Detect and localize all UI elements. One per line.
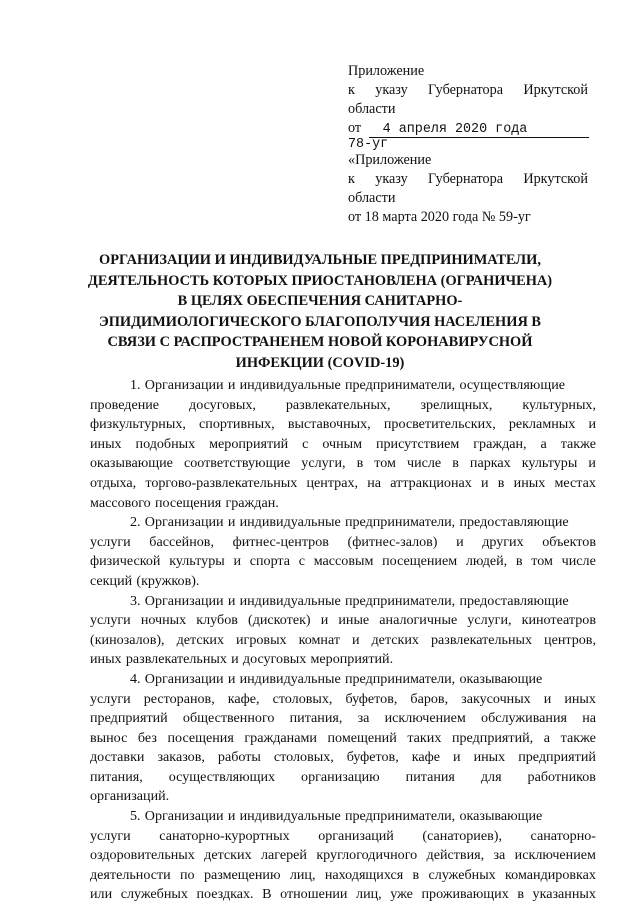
word: физкультурных,	[90, 416, 186, 433]
body-line	[90, 866, 596, 886]
word: предоставляющие	[459, 592, 569, 609]
word: соответствующие	[183, 455, 291, 472]
word: массового	[90, 494, 151, 511]
word: работы	[217, 749, 261, 766]
body-line	[90, 611, 596, 631]
word: зрелищных,	[420, 396, 493, 413]
word: кинотеатров	[521, 612, 596, 629]
word: предприниматели,	[344, 514, 456, 531]
word: граждан,	[473, 435, 527, 452]
word: предприниматели,	[344, 377, 456, 393]
body-line	[90, 533, 596, 553]
word: клубов	[196, 612, 238, 629]
word: услуги	[90, 827, 131, 844]
word: и	[588, 455, 596, 472]
word: по	[180, 866, 195, 883]
word: в	[497, 474, 505, 491]
body-line	[90, 827, 596, 847]
word: и	[320, 612, 329, 629]
word: очным	[322, 435, 363, 452]
word: и	[227, 514, 236, 531]
word: центров,	[544, 631, 596, 648]
word: для	[480, 768, 502, 785]
document-body	[90, 376, 596, 905]
word: Иркутской	[523, 171, 588, 187]
word: проживающих	[421, 886, 509, 903]
word: других	[482, 533, 524, 550]
word: досуговых	[242, 651, 307, 668]
word: 2.	[130, 514, 141, 531]
word: индивидуальные	[239, 592, 341, 609]
word: рекламных	[508, 416, 576, 433]
word: предприниматели,	[344, 670, 456, 687]
body-line	[90, 631, 596, 651]
word: организаций	[318, 827, 394, 844]
body-line	[90, 748, 596, 768]
word: с	[298, 553, 305, 570]
word: и	[543, 690, 552, 707]
word: и	[227, 377, 236, 393]
title-line: ИНФЕКЦИИ (COVID-19)	[235, 354, 405, 371]
word: просветительских,	[383, 416, 496, 433]
word: мероприятий	[209, 435, 289, 452]
word: указу	[375, 82, 408, 98]
word: предприниматели,	[344, 808, 456, 825]
word: культурных,	[522, 396, 596, 413]
word: проведение	[90, 396, 160, 413]
word: отдыха,	[90, 474, 137, 491]
body-line	[90, 709, 596, 729]
body-line	[90, 592, 596, 612]
title-line: ОРГАНИЗАЦИИ И ИНДИВИДУАЛЬНЫЕ ПРЕДПРИНИМАТЕЛИ,	[99, 252, 541, 268]
word: массовым	[313, 553, 374, 570]
word: комнат	[298, 631, 340, 648]
body-line	[90, 376, 596, 396]
word: столовых,	[272, 690, 333, 707]
word: и	[481, 474, 489, 491]
word: фитнес-центров	[232, 533, 329, 550]
word: В	[262, 886, 272, 903]
word: находящихся	[324, 866, 404, 883]
word: том	[531, 553, 553, 570]
word: санаторно-	[530, 827, 596, 844]
word: предприятий	[90, 710, 168, 727]
word: в	[515, 553, 523, 570]
word: 5.	[130, 808, 141, 825]
orig-to-decree-line	[348, 170, 588, 189]
word: и	[456, 533, 464, 550]
title-line: СВЯЗИ С РАСПРОСТРАНЕНЕМ НОВОЙ КОРОНАВИРУСНОЙ	[107, 334, 533, 351]
word: общественного	[182, 710, 275, 727]
word: игровых	[236, 631, 287, 648]
word: секций	[90, 572, 133, 589]
word: людей,	[465, 553, 508, 570]
to-decree-line	[348, 81, 588, 100]
word: услуги,	[301, 455, 346, 472]
word: организаций.	[90, 788, 170, 805]
word: кафе	[411, 749, 441, 766]
word: вынос	[90, 729, 128, 746]
body-line	[90, 396, 596, 416]
attachment-header	[348, 62, 588, 154]
word: закусочных	[461, 690, 531, 707]
word: граждан.	[225, 494, 279, 511]
body-line	[90, 768, 596, 788]
word: 4.	[130, 670, 141, 687]
body-line	[90, 650, 596, 670]
word: Организации	[144, 670, 224, 687]
word: услуги,	[467, 612, 512, 629]
body-line	[90, 552, 596, 572]
word: обслуживания	[481, 710, 567, 727]
body-line	[90, 729, 596, 749]
word: 3.	[130, 592, 141, 609]
title-line: ЭПИДИМИОЛОГИЧЕСКОГО БЛАГОПОЛУЧИЯ НАСЕЛЕНИЯ В	[98, 313, 542, 330]
word: 1.	[130, 377, 141, 393]
word: и	[227, 592, 236, 609]
word: иных	[90, 651, 122, 668]
orig-appendix-label: «Приложение	[348, 152, 432, 168]
word: индивидуальные	[239, 514, 341, 531]
document-title	[84, 250, 556, 374]
word: исключением	[514, 847, 596, 864]
word: действия,	[426, 847, 485, 864]
word: Организации	[144, 808, 224, 825]
word: лиц,	[289, 866, 316, 883]
word: и	[227, 808, 236, 825]
word: (кружков).	[136, 572, 200, 589]
word: и	[233, 553, 241, 570]
word: аналогичные	[379, 612, 458, 629]
word: поездках.	[196, 886, 254, 903]
word: и	[227, 670, 236, 687]
word: центрах,	[306, 474, 359, 491]
from-prefix: от	[348, 120, 362, 136]
body-line	[90, 454, 596, 474]
word: работников	[527, 768, 596, 785]
word: Организации	[144, 377, 224, 393]
word: аттракционах	[390, 474, 472, 491]
word: (санаториев),	[422, 827, 502, 844]
body-line	[90, 415, 596, 435]
word: питания,	[289, 710, 343, 727]
date-value: 4 апреля 2020 года	[382, 122, 528, 137]
word: детских	[204, 847, 252, 864]
word: буфетов,	[346, 749, 399, 766]
word: круглогодичного	[316, 847, 418, 864]
body-line	[90, 885, 596, 905]
word: лагерей	[260, 847, 307, 864]
word: предприятий	[518, 749, 596, 766]
word: за	[357, 710, 370, 727]
body-line	[90, 670, 596, 690]
word: развлекательных,	[285, 396, 391, 413]
word: указу	[375, 171, 408, 187]
word: также	[560, 729, 596, 746]
word: индивидуальные	[239, 670, 341, 687]
word: доставки	[90, 749, 145, 766]
word: в	[356, 455, 364, 472]
word: осуществляющих	[168, 768, 276, 785]
word: (фитнес-залов)	[347, 533, 438, 550]
word: также	[560, 435, 596, 452]
word: иных	[564, 690, 596, 707]
word: отношении	[280, 886, 348, 903]
word: посещения	[154, 494, 222, 511]
word: торгово-развлекательных	[145, 474, 298, 491]
word: подобных	[135, 435, 196, 452]
word: и	[453, 749, 461, 766]
decree-number: 78-уг	[348, 137, 389, 152]
word: ресторанов,	[143, 690, 215, 707]
body-line	[90, 513, 596, 533]
appendix-label: Приложение	[348, 63, 425, 79]
date-field	[369, 123, 589, 138]
body-line	[90, 807, 596, 827]
word: бассейнов,	[149, 533, 214, 550]
word: к	[348, 171, 355, 187]
body-line	[90, 846, 596, 866]
word: выставочных,	[287, 416, 371, 433]
body-line	[90, 474, 596, 494]
word: заказов,	[157, 749, 205, 766]
word: предприниматели,	[344, 592, 456, 609]
word: услуги	[90, 533, 131, 550]
word: культуры	[169, 553, 225, 570]
word: посещения	[167, 729, 234, 746]
word: объектов	[542, 533, 596, 550]
word: оказывающие	[459, 670, 543, 687]
word: индивидуальные	[239, 808, 341, 825]
word: иные	[338, 612, 370, 629]
word: иных	[90, 435, 122, 452]
word: развлекательных	[125, 651, 227, 668]
word: в	[452, 455, 459, 472]
word: спортивных,	[199, 416, 275, 433]
date-line	[348, 119, 588, 138]
title-line: ДЕЯТЕЛЬНОСТЬ КОТОРЫХ ПРИОСТАНОВЛЕНА (ОГРАНИЧЕНА)	[87, 272, 553, 289]
word: присутствием	[375, 435, 460, 452]
word: услуги	[90, 690, 131, 707]
word: или	[90, 886, 113, 903]
word: Иркутской	[523, 82, 588, 98]
word: ночных	[140, 612, 187, 629]
word: числе	[561, 553, 596, 570]
word: командировках	[505, 866, 596, 883]
word: индивидуальные	[239, 377, 341, 393]
word: в	[412, 866, 420, 883]
word: (кинозалов),	[90, 631, 165, 648]
word: досуговых,	[189, 396, 256, 413]
word: оказывающие	[90, 455, 173, 472]
word: физической	[90, 553, 161, 570]
word: таких	[407, 729, 442, 746]
word: том	[374, 455, 396, 472]
word: оздоровительных	[90, 847, 195, 864]
body-line	[90, 494, 596, 514]
word: услуги	[90, 612, 131, 629]
word: а	[540, 435, 547, 452]
word: на	[582, 710, 596, 727]
orig-from-line: от 18 марта 2020 года № 59-уг	[348, 209, 531, 225]
word: с	[302, 435, 309, 452]
original-appendix-header	[348, 151, 588, 227]
word: питания	[405, 768, 455, 785]
word: детских	[371, 631, 419, 648]
word: исключением	[384, 710, 466, 727]
word: в	[517, 886, 524, 903]
word: мероприятий.	[310, 651, 394, 668]
word: осуществляющие	[459, 377, 565, 393]
word: лиц,	[356, 886, 382, 903]
word: иных	[473, 749, 506, 766]
word: к	[348, 82, 355, 98]
word: санаторно-курортных	[159, 827, 290, 844]
word: организацию	[301, 768, 380, 785]
word: столовых,	[273, 749, 334, 766]
word: размещению	[203, 866, 281, 883]
word: (дискотек)	[248, 612, 311, 629]
word: гражданами	[244, 729, 317, 746]
word: развлекательных	[430, 631, 533, 648]
word: местах	[554, 474, 596, 491]
word: Организации	[144, 514, 224, 531]
word: предоставляющие	[459, 514, 569, 531]
word: служебных	[120, 886, 188, 903]
body-line	[90, 572, 596, 592]
body-line	[90, 690, 596, 710]
word: предприятий,	[451, 729, 534, 746]
word: числе	[406, 455, 442, 472]
word: питания,	[90, 768, 143, 785]
word: буфетов,	[345, 690, 398, 707]
word: детских	[176, 631, 225, 648]
word: баров,	[410, 690, 449, 707]
orig-region-word: области	[348, 190, 396, 206]
body-line	[90, 787, 596, 807]
word: культуры	[521, 455, 578, 472]
region-word: области	[348, 101, 396, 117]
word: Губернатора	[428, 171, 504, 187]
word: и	[588, 416, 596, 433]
word: кафе,	[227, 690, 260, 707]
title-line: В ЦЕЛЯХ ОБЕСПЕЧЕНИЯ САНИТАРНО-	[177, 293, 463, 310]
word: Организации	[144, 592, 224, 609]
word: указанных	[532, 886, 596, 903]
word: служебных	[428, 866, 496, 883]
word: Губернатора	[428, 82, 504, 98]
word: а	[543, 729, 551, 746]
body-line	[90, 435, 596, 455]
word: иных	[513, 474, 546, 491]
word: без	[137, 729, 157, 746]
word: уже	[390, 886, 413, 903]
word: деятельности	[90, 866, 171, 883]
word: и	[231, 651, 239, 668]
word: за	[493, 847, 506, 864]
word: спорта	[249, 553, 291, 570]
word: парках	[469, 455, 511, 472]
word: на	[367, 474, 382, 491]
word: и	[351, 631, 360, 648]
word: оказывающие	[459, 808, 543, 825]
word: посещением	[382, 553, 458, 570]
word: помещений	[327, 729, 397, 746]
